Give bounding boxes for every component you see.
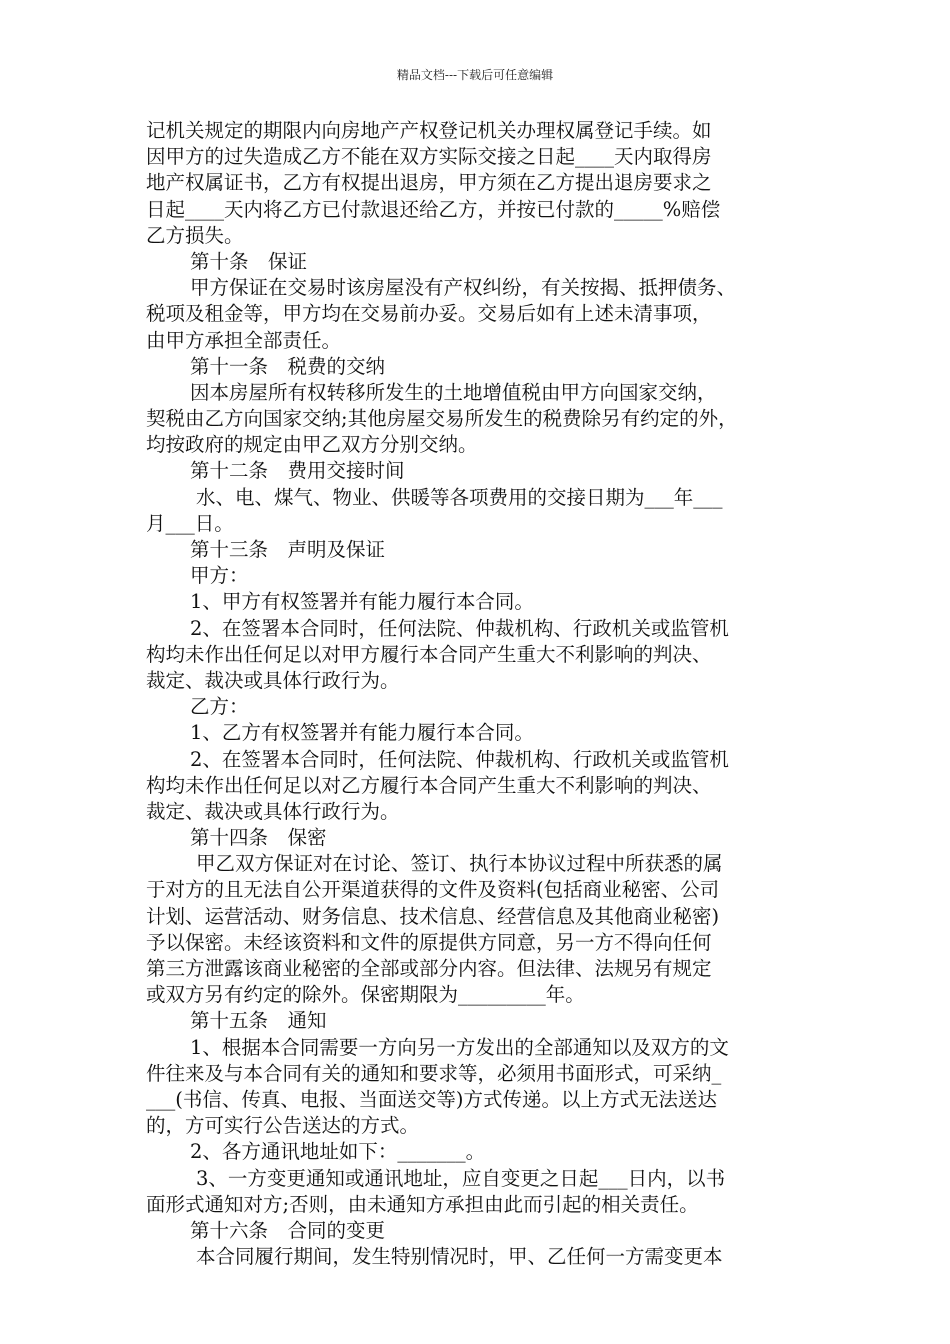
text-line: 或双方另有约定的除外。保密期限为_________年。: [146, 983, 585, 1007]
text-line: 2、在签署本合同时，任何法院、仲裁机构、行政机关或监管机: [190, 616, 729, 640]
text-line: 因本房屋所有权转移所发生的土地增值税由甲方向国家交纳，: [190, 380, 717, 404]
text-line: 第三方泄露该商业秘密的全部或部分内容。但法律、法规另有规定: [146, 957, 712, 980]
text-line: 甲乙双方保证对在讨论、签订、执行本协议过程中所获悉的属: [196, 852, 723, 876]
text-line: 本合同履行期间，发生特别情况时，甲、乙任何一方需变更本: [196, 1245, 723, 1269]
text-line: 2、各方通讯地址如下：_______。: [190, 1140, 486, 1164]
text-line: 地产权属证书，乙方有权提出退房，甲方须在乙方提出退房要求之: [146, 171, 712, 195]
text-line: 均按政府的规定由甲乙双方分别交纳。: [146, 433, 478, 457]
page-header: 精品文档---下载后可任意编辑: [396, 68, 554, 82]
text-line: 甲方：: [190, 564, 249, 588]
text-line: 计划、运营活动、财务信息、技术信息、经营信息及其他商业秘密): [146, 904, 720, 928]
text-line: 甲方保证在交易时该房屋没有产权纠纷，有关按揭、抵押债务、: [190, 276, 737, 300]
text-line: 构均未作出任何足以对乙方履行本合同产生重大不利影响的判决、: [146, 773, 712, 797]
text-line: 由甲方承担全部责任。: [146, 328, 342, 352]
text-line: 于对方的且无法自公开渠道获得的文件及资料(包括商业秘密、公司: [146, 878, 720, 902]
text-line: 件往来及与本合同有关的通知和要求等，必须用书面形式，可采纳_: [146, 1061, 722, 1085]
text-line: 构均未作出任何足以对甲方履行本合同产生重大不利影响的判决、: [146, 642, 712, 666]
text-line: 因甲方的过失造成乙方不能在双方实际交接之日起____天内取得房: [146, 145, 712, 169]
text-line: 第十三条 声明及保证: [190, 538, 386, 561]
text-line: 第十二条 费用交接时间: [190, 459, 405, 483]
text-line: 的，方可实行公告送达的方式。: [146, 1114, 420, 1138]
text-line: 2、在签署本合同时，任何法院、仲裁机构、行政机关或监管机: [190, 747, 729, 771]
text-line: 3、一方变更通知或通讯地址，应自变更之日起___日内，以书: [196, 1166, 726, 1190]
text-line: 乙方损失。: [146, 223, 244, 247]
text-line: 第十六条 合同的变更: [190, 1218, 386, 1242]
text-line: 裁定、裁决或具体行政行为。: [146, 668, 400, 692]
document-body: [146, 118, 826, 1270]
text-line: 日起____天内将乙方已付款退还给乙方，并按已付款的_____%赔偿: [146, 197, 721, 221]
text-line: 第十五条 通知: [190, 1009, 327, 1033]
text-line: 税项及租金等，甲方均在交易前办妥。交易后如有上述未清事项，: [146, 302, 712, 326]
text-line: 1、甲方有权签署并有能力履行本合同。: [190, 590, 534, 614]
text-line: 水、电、煤气、物业、供暖等各项费用的交接日期为___年___: [196, 485, 723, 509]
text-line: 乙方：: [190, 695, 249, 719]
text-line: 1、根据本合同需要一方向另一方发出的全部通知以及双方的文: [190, 1035, 729, 1059]
text-line: 1、乙方有权签署并有能力履行本合同。: [190, 721, 534, 745]
text-line: 记机关规定的期限内向房地产产权登记机关办理权属登记手续。如: [146, 119, 712, 142]
text-line: ___(书信、传真、电报、当面送交等)方式传递。以上方式无法送达: [146, 1087, 717, 1111]
text-line: 予以保密。未经该资料和文件的原提供方同意，另一方不得向任何: [146, 930, 712, 954]
text-line: 裁定、裁决或具体行政行为。: [146, 799, 400, 823]
text-line: 月___日。: [146, 511, 234, 535]
text-line: 第十一条 税费的交纳: [190, 354, 386, 378]
text-line: 第十条 保证: [190, 249, 308, 273]
text-line: 第十四条 保密: [190, 826, 327, 850]
text-line: 面形式通知对方;否则，由未通知方承担由此而引起的相关责任。: [146, 1192, 699, 1216]
text-line: 契税由乙方向国家交纳;其他房屋交易所发生的税费除另有约定的外，: [146, 407, 738, 431]
